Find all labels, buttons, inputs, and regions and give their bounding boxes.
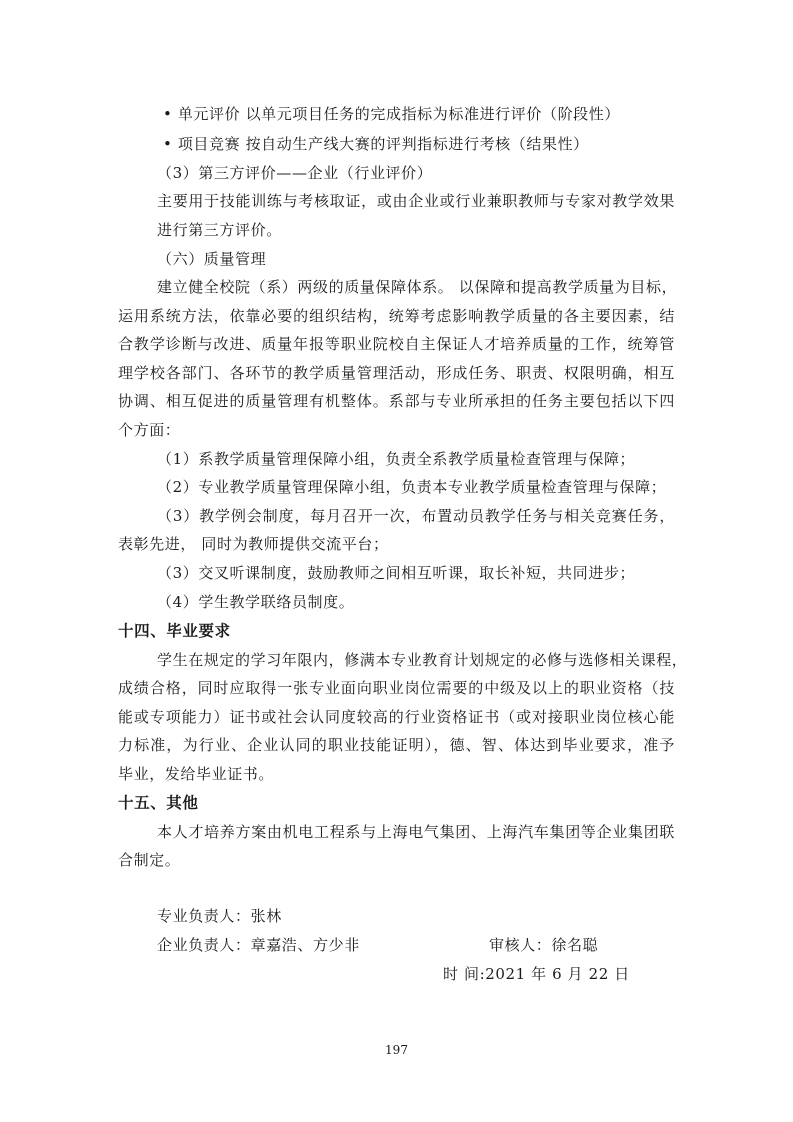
eval-item-competition: • 项目竞赛 按自动生产线大赛的评判指标进行考核（结果性） [163,135,589,153]
major-lead-signature: 专业负责人：张林 [157,907,282,925]
paragraph-line: 成绩合格，同时应取得一张专业面向职业岗位需要的中级及以上的职业资格（技 [118,679,675,697]
section-14-heading: 十四、毕业要求 [118,622,231,640]
quality-item: （4）学生教学联络员制度。 [157,593,355,611]
enterprise-lead-signature: 企业负责人：章嘉浩、方少非 [157,936,360,954]
quality-item: （1）系教学质量管理保障小组，负责全系教学质量检查管理与保障； [157,450,636,468]
paragraph-line: 进行第三方评价。 [157,221,282,239]
paragraph-line: 力标准，为行业、企业认同的职业技能证明），德、智、体达到毕业要求，准予 [118,736,675,754]
quality-item: （3）交叉听课制度，鼓励教师之间相互听课，取长补短，共同进步； [157,564,636,582]
quality-item: （2）专业教学质量管理保障小组，负责本专业教学质量检查管理与保障； [157,478,667,496]
quality-heading: （六）质量管理 [157,250,267,268]
quality-item-continuation: 表彰先进， 同时为教师提供交流平台； [118,535,389,553]
section-15-heading: 十五、其他 [118,794,199,812]
quality-item: （3）教学例会制度，每月召开一次，布置动员教学任务与相关竞赛任务， [157,507,675,525]
paragraph-line: 运用系统方法，依靠必要的组织结构，统筹考虑影响教学质量的各主要因素，结 [118,307,675,325]
paragraph-line: 协调、相互促进的质量管理有机整体。系部与专业所承担的任务主要包括以下四 [118,392,675,410]
signature-date: 时 间:2021 年 6 月 22 日 [443,965,630,983]
paragraph-line: 学生在规定的学习年限内，修满本专业教育计划规定的必修与选修相关课程， [157,651,688,669]
page-number: 197 [385,1043,408,1057]
paragraph-line: 合教学诊断与改进、质量年报等职业院校自主保证人才培养质量的工作，统筹管 [118,335,675,353]
third-party-heading: （3）第三方评价——企业（行业评价） [157,164,433,182]
reviewer-signature: 审核人：徐名聪 [489,936,599,954]
paragraph-line: 毕业，发给毕业证书。 [118,765,275,783]
paragraph-line: 理学校各部门、各环节的教学质量管理活动，形成任务、职责、权限明确，相互 [118,364,675,382]
paragraph-line: 个方面： [118,421,181,439]
paragraph-line: 能或专项能力）证书或社会认同度较高的行业资格证书（或对接职业岗位核心能 [118,708,675,726]
paragraph-line: 建立健全校院（系）两级的质量保障体系。 以保障和提高教学质量为目标， [157,278,678,296]
paragraph-line: 主要用于技能训练与考核取证，或由企业或行业兼职教师与专家对教学效果 [157,192,675,210]
paragraph-line: 本人才培养方案由机电工程系与上海电气集团、上海汽车集团等企业集团联 [157,823,675,841]
paragraph-line: 合制定。 [118,851,181,869]
eval-item-unit: • 单元评价 以单元项目任务的完成指标为标准进行评价（阶段性） [163,105,620,123]
